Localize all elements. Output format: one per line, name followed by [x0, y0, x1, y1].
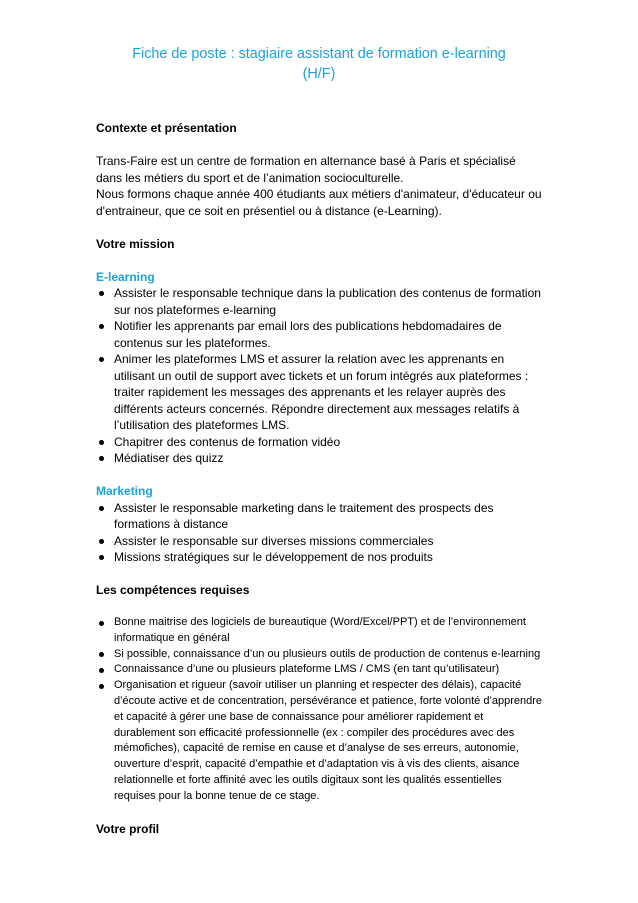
list-item-text: Assister le responsable technique dans la publication des contenus de formation sur nos plateformes e-learning — [114, 286, 541, 317]
list-item — [96, 615, 544, 647]
list-item-text: Chapitrer des contenus de formation vidéo — [114, 434, 341, 449]
elearning-subheading: E-learning — [96, 269, 155, 284]
list-item — [96, 678, 544, 804]
bullet-icon — [99, 652, 104, 657]
list-item — [96, 450, 544, 467]
bullet-icon — [99, 291, 104, 296]
list-item-text: Connaissance d’une ou plusieurs plateforme LMS / CMS (en tant qu’utilisateur) — [114, 663, 500, 676]
bullet-icon — [99, 684, 104, 689]
marketing-list — [96, 500, 544, 566]
list-item-text: Animer les plateformes LMS et assurer la relation avec les apprenants en utilisant un outil de support avec tickets et un forum intégrés aux plateformes : traiter rapidement les messages des apprenants et les relayer auprès des différents acteurs concernés. Répondre directement aux messages relatifs à l’utilisation des plateformes LMS. — [114, 352, 529, 432]
list-item — [96, 533, 544, 550]
bullet-icon — [99, 555, 104, 560]
list-item — [96, 662, 544, 678]
context-heading: Contexte et présentation — [96, 121, 237, 135]
bullet-icon — [99, 621, 104, 626]
skills-heading: Les compétences requises — [96, 583, 250, 597]
list-item — [96, 318, 544, 351]
bullet-icon — [99, 440, 104, 445]
list-item — [96, 500, 544, 533]
list-item — [96, 647, 544, 663]
list-item — [96, 351, 544, 434]
context-paragraph-1: Trans-Faire est un centre de formation en alternance basé à Paris et spécialisé dans les métiers du sport et de l’animation socioculturelle. — [96, 154, 516, 185]
list-item — [96, 434, 544, 451]
marketing-subheading: Marketing — [96, 484, 153, 498]
list-item-text: Organisation et rigueur (savoir utiliser un planning et respecter des délais), capacité d’écoute active et de concentration, persévérance et patience, forte volonté d’apprendre et capacité à gérer une base de connaissance pour améliorer rapidement et durablement son efficacité professionnelle (ex : compiler des procédures avec des mémofiches), capacité de remise en cause et d’analyse de ses erreurs, autonomie, ouverture d’esprit, capacité d’empathie et d’adaptation vis à vis des clients, aisance relationnelle et forte affinité avec les outils digitaux sont les qualités essentielles requises pour la bonne tenue de ce stage. — [114, 679, 543, 802]
list-item-text: Assister le responsable marketing dans le traitement des prospects des formations à distance — [114, 500, 494, 531]
list-item — [96, 549, 544, 566]
list-item-text: Bonne maitrise des logiciels de bureautique (Word/Excel/PPT) et de l’environnement informatique en général — [114, 616, 526, 644]
list-item — [96, 285, 544, 318]
list-item-text: Si possible, connaissance d’un ou plusieurs outils de production de contenus e-learning — [114, 647, 541, 660]
mission-heading: Votre mission — [96, 236, 175, 251]
list-item-text: Missions stratégiques sur le développement de nos produits — [114, 550, 433, 564]
skills-list — [96, 615, 544, 805]
document-body — [96, 120, 544, 838]
elearning-list — [96, 285, 544, 467]
profile-heading: Votre profil — [96, 822, 160, 837]
context-paragraph-2: Nous formons chaque année 400 étudiants aux métiers d'animateur, d'éducateur ou d'entraineur, que ce soit en présentiel ou à distance (e-Learning). — [96, 187, 542, 218]
bullet-icon — [99, 539, 104, 544]
bullet-icon — [99, 506, 104, 511]
bullet-icon — [99, 456, 104, 461]
title-line-1: Fiche de poste : stagiaire assistant de formation e-learning — [132, 46, 506, 62]
page-title — [96, 44, 542, 84]
list-item-text: Médiatiser des quizz — [114, 451, 224, 465]
bullet-icon — [99, 324, 104, 329]
list-item-text: Notifier les apprenants par email lors des publications hebdomadaires de contenus sur les plateformes. — [114, 319, 502, 350]
list-item-text: Assister le responsable sur diverses missions commerciales — [114, 533, 434, 548]
title-line-2: (H/F) — [302, 66, 336, 82]
bullet-icon — [99, 357, 104, 362]
bullet-icon — [99, 668, 104, 673]
